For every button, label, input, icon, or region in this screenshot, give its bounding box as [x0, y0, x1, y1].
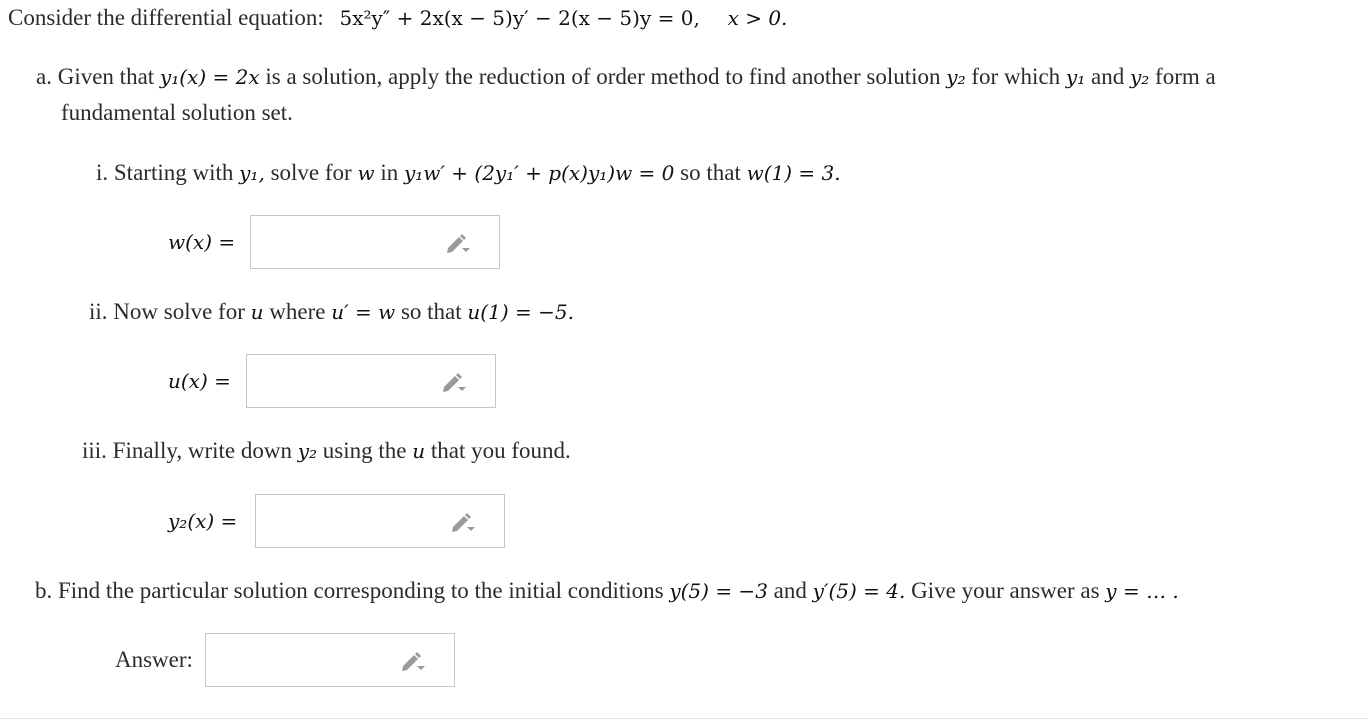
step-i-instruction: [96, 157, 841, 189]
step-iii-math: u: [412, 439, 426, 463]
pencil-edit-icon[interactable]: [400, 650, 426, 672]
step-i-math: w: [357, 161, 375, 185]
part-b-math: y(5) = −3: [669, 579, 768, 603]
part-a-line-1: [36, 61, 1216, 93]
w-field-label: w(x) =: [168, 230, 236, 254]
part-a-text: and: [1090, 64, 1125, 89]
pencil-edit-icon[interactable]: [450, 511, 476, 533]
pencil-edit-icon[interactable]: [441, 371, 467, 393]
step-i-text: solve for: [270, 160, 352, 185]
part-a-text: for which: [971, 64, 1061, 89]
problem-statement: [8, 2, 787, 34]
step-iii-math: y₂: [297, 439, 318, 463]
y2-field-label: y₂(x) =: [168, 509, 238, 533]
step-ii-label: ii.: [89, 299, 108, 324]
step-i-label: i.: [96, 160, 109, 185]
step-i-text: so that: [680, 160, 741, 185]
bottom-divider: [0, 718, 1368, 719]
step-i-math: y₁,: [239, 161, 265, 185]
step-ii-text: Now solve for: [113, 299, 245, 324]
answer-field-label: Answer:: [115, 647, 193, 672]
step-i-math: y₁w′ + (2y₁′ + p(x)y₁)w = 0: [403, 161, 675, 185]
step-ii-text: so that: [400, 299, 462, 324]
part-b-math: y = … .: [1105, 579, 1179, 603]
step-iii-label: iii.: [82, 438, 107, 463]
domain-condition: x > 0.: [727, 6, 788, 30]
part-a-math-y2: y₂: [946, 65, 966, 89]
part-b-label: b.: [35, 578, 53, 603]
part-a-text: form a: [1155, 64, 1216, 89]
part-b-text: Find the particular solution corresponding to the initial conditions: [58, 578, 664, 603]
pencil-edit-icon[interactable]: [445, 232, 471, 254]
step-i-text: Starting with: [113, 160, 234, 185]
u-field-label: u(x) =: [168, 369, 231, 393]
part-a-label: a.: [36, 64, 52, 89]
part-a-math-y1: y₁(x) = 2x: [159, 65, 260, 89]
part-a-math-y1: y₁: [1065, 65, 1086, 89]
step-ii-math: u: [250, 300, 264, 324]
step-ii-instruction: [89, 296, 574, 328]
step-ii-math: u(1) = −5.: [467, 300, 574, 324]
part-a-math-y2: y₂: [1129, 65, 1150, 89]
step-iii-text: that you found.: [430, 438, 571, 463]
u-answer-input[interactable]: [246, 354, 496, 408]
part-b-instruction: [35, 575, 1179, 607]
y2-answer-input[interactable]: [255, 494, 505, 548]
part-b-text: Give your answer as: [911, 578, 1100, 603]
part-a-line-2: fundamental solution set.: [61, 100, 293, 125]
step-i-math: w(1) = 3.: [746, 161, 841, 185]
w-answer-input[interactable]: [250, 215, 500, 269]
final-answer-input[interactable]: [205, 633, 455, 687]
part-a-text: is a solution, apply the reduction of order method to find another solution: [265, 64, 941, 89]
step-ii-math: u′ = w: [331, 300, 396, 324]
step-iii-text: Finally, write down: [112, 438, 292, 463]
intro-text: Consider the differential equation:: [8, 5, 324, 30]
step-i-text: in: [380, 160, 399, 185]
step-iii-instruction: [82, 435, 571, 467]
step-ii-text: where: [269, 299, 326, 324]
part-b-text: and: [773, 578, 807, 603]
step-iii-text: using the: [322, 438, 407, 463]
differential-equation: 5x²y″ + 2x(x − 5)y′ − 2(x − 5)y = 0,: [339, 6, 700, 30]
part-b-math: y′(5) = 4.: [812, 579, 906, 603]
part-a-text: Given that: [57, 64, 155, 89]
